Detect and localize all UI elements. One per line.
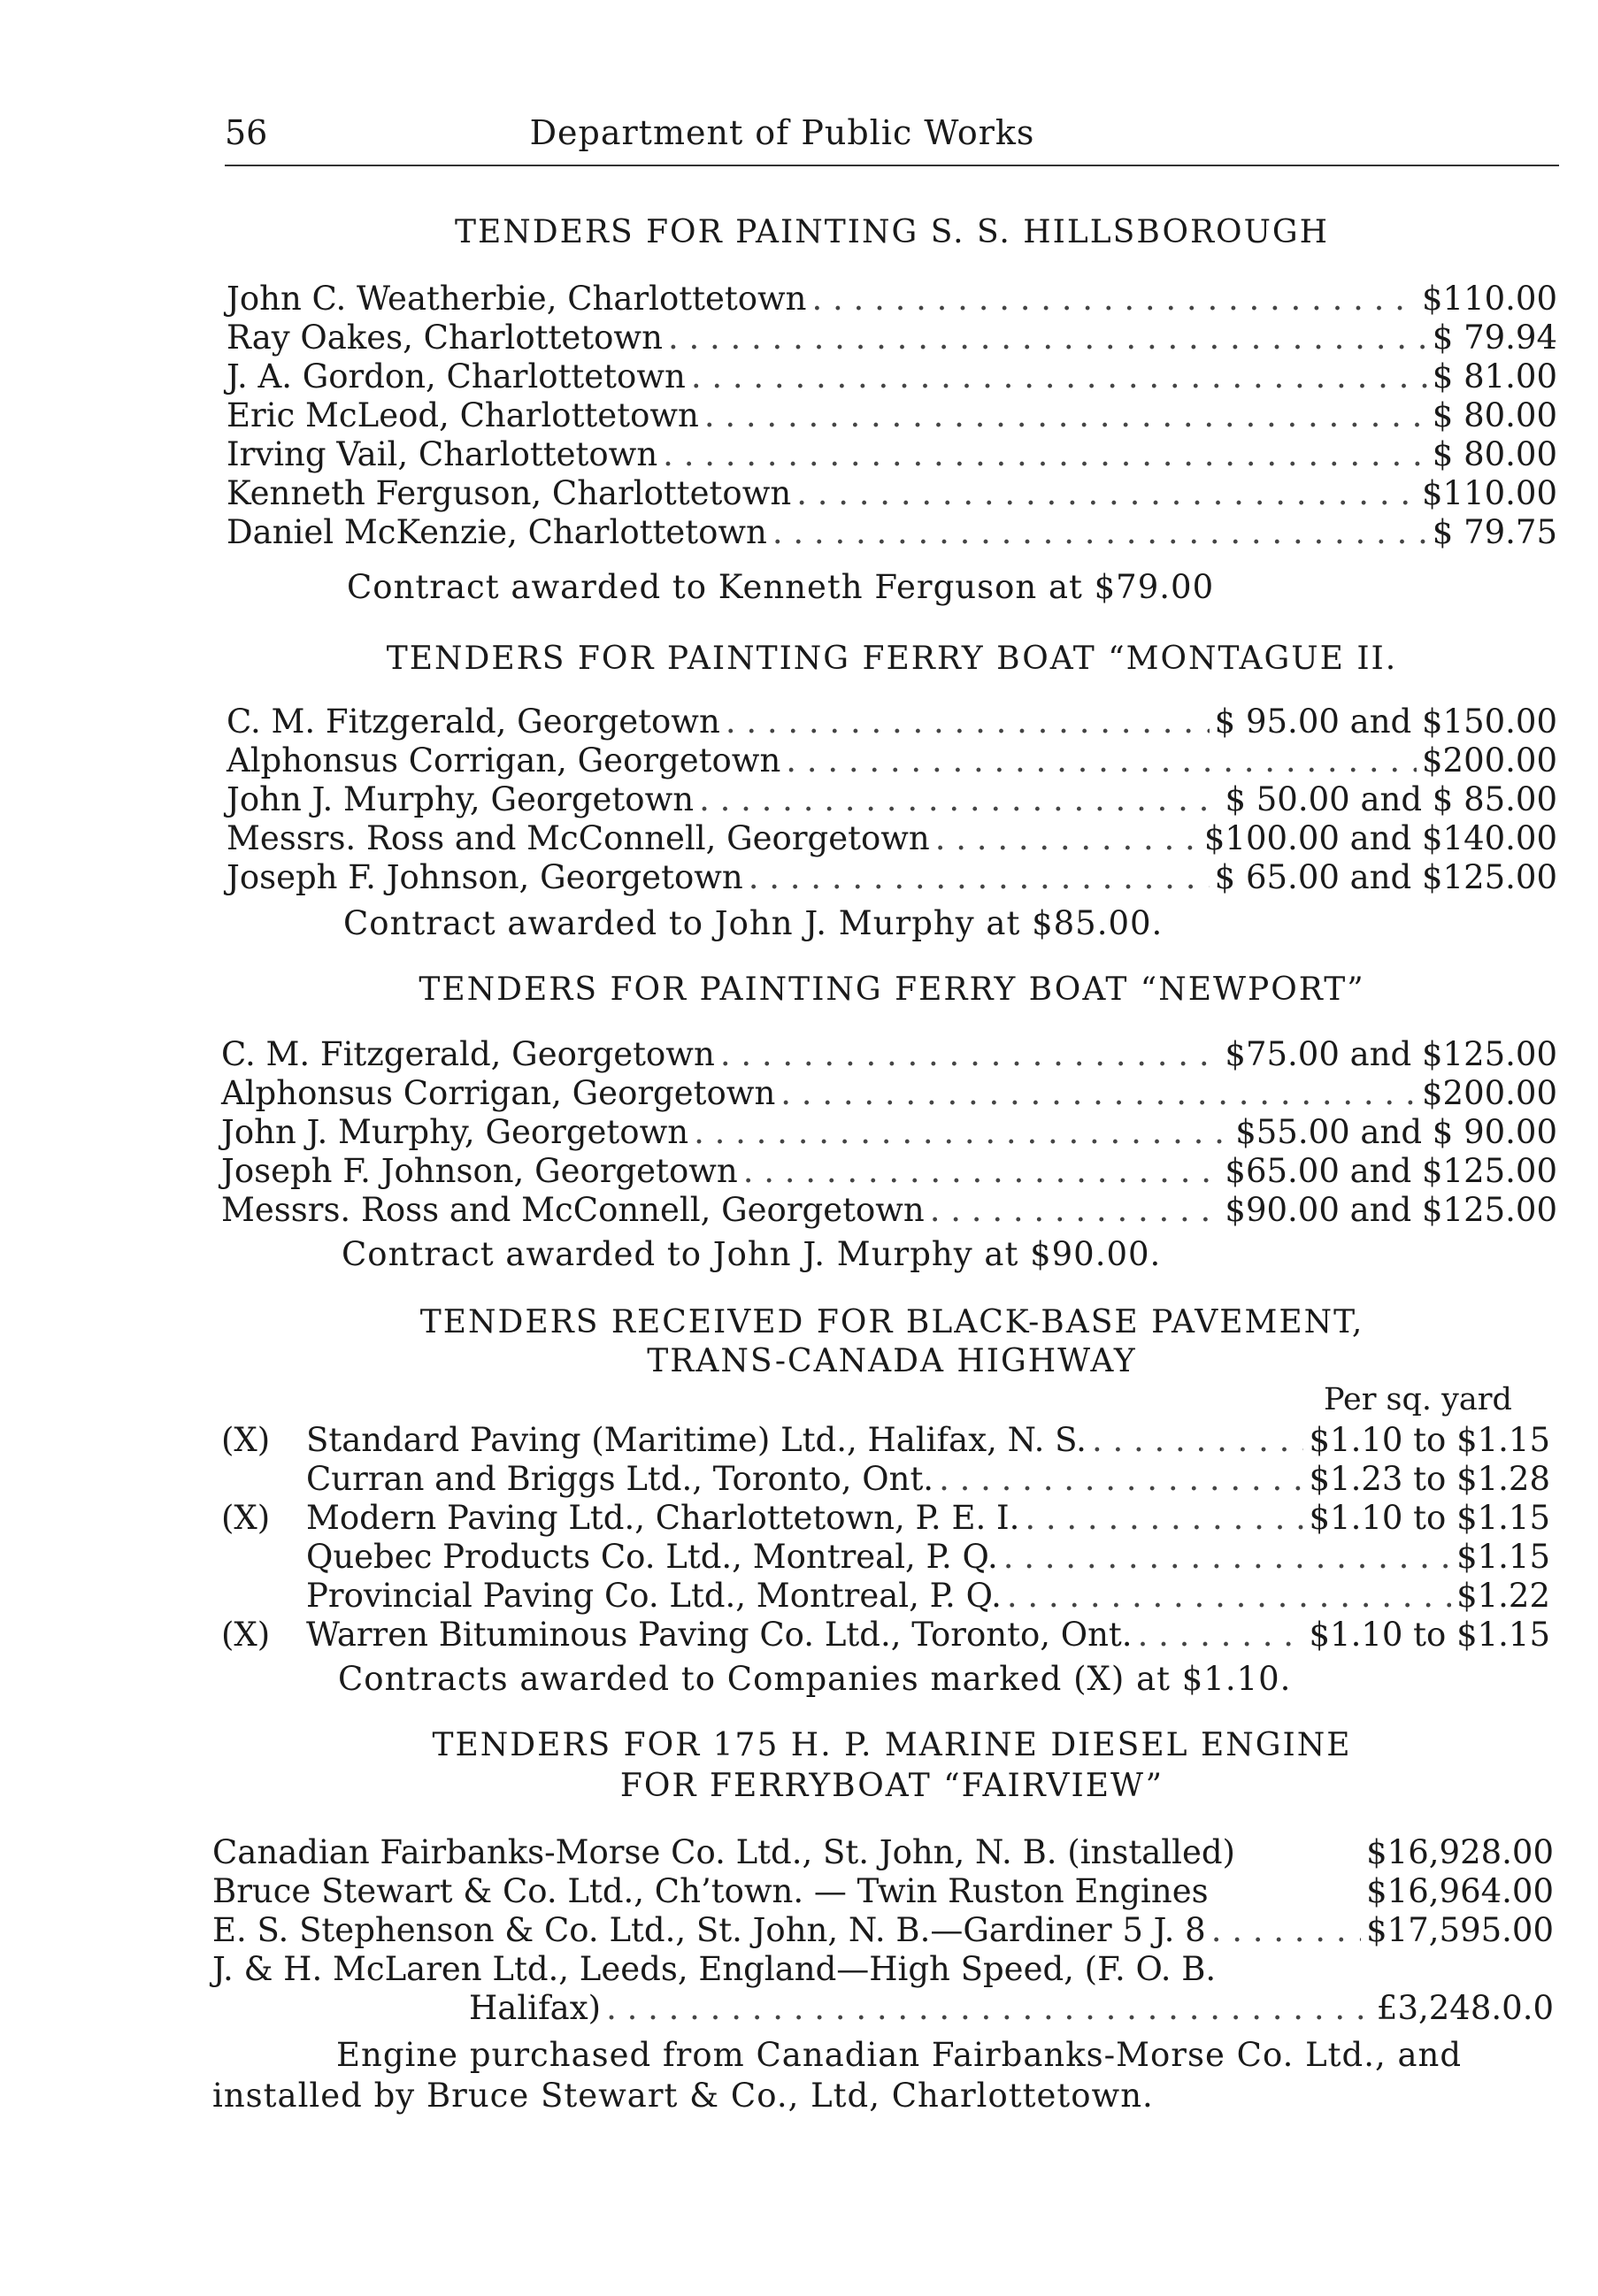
list-item: Alphonsus Corrigan, Georgetown . . . $200.00 bbox=[221, 1074, 1557, 1113]
list-item: Messrs. Ross and McConnell, Georgetown . . . $100.00 and $140.00 bbox=[227, 819, 1557, 858]
list-item: J. A. Gordon, Charlottetown . . . $ 81.00 bbox=[227, 357, 1557, 396]
list-item: Halifax) . . . £3,248.0.0 bbox=[469, 1989, 1554, 2028]
list-item: Daniel McKenzie, Charlottetown . . . $ 79.75 bbox=[227, 513, 1557, 552]
award-mark: (X) bbox=[221, 1616, 271, 1654]
list-item: Messrs. Ross and McConnell, Georgetown . . . $90.00 and $125.00 bbox=[221, 1191, 1557, 1230]
purchase-note: Engine purchased from Canadian Fairbanks-Morse Co. Ltd., and installed by Bruce Stewart & Co., Ltd, Charlottetown. bbox=[212, 2036, 1463, 2115]
list-item: Joseph F. Johnson, Georgetown . . . $65.00 and $125.00 bbox=[221, 1152, 1557, 1191]
list-item: Bruce Stewart & Co. Ltd., Ch’town. — Twin Ruston Engines $16,964.00 bbox=[212, 1872, 1554, 1910]
section-title-pavement-line1: TENDERS RECEIVED FOR BLACK-BASE PAVEMENT, bbox=[419, 1304, 1364, 1340]
list-item: Kenneth Ferguson, Charlottetown . . . $110.00 bbox=[227, 474, 1557, 513]
section-title-engine-line1: TENDERS FOR 175 H. P. MARINE DIESEL ENGINE bbox=[432, 1727, 1352, 1763]
list-item: John J. Murphy, Georgetown . . . $55.00 and $ 90.00 bbox=[221, 1113, 1557, 1152]
list-item: Canadian Fairbanks-Morse Co. Ltd., St. John, N. B. (installed) $16,928.00 bbox=[212, 1833, 1554, 1871]
section-title-montague: TENDERS FOR PAINTING FERRY BOAT “MONTAGUE II. bbox=[386, 641, 1398, 677]
list-item: Irving Vail, Charlottetown . . . $ 80.00 bbox=[227, 435, 1557, 474]
award-mark: (X) bbox=[221, 1499, 271, 1537]
section-title-pavement-line2: TRANS-CANADA HIGHWAY bbox=[647, 1343, 1137, 1379]
contract-note: Contract awarded to John J. Murphy at $85.00. bbox=[343, 904, 1164, 942]
page-number: 56 bbox=[225, 113, 268, 152]
section-title-hillsborough: TENDERS FOR PAINTING S. S. HILLSBOROUGH bbox=[454, 214, 1330, 250]
award-mark: (X) bbox=[221, 1421, 271, 1459]
list-item: Alphonsus Corrigan, Georgetown . . . $200.00 bbox=[227, 741, 1557, 780]
list-item: (X) Warren Bituminous Paving Co. Ltd., Toronto, Ont. . . . $1.10 to $1.15 bbox=[221, 1616, 1550, 1655]
list-item: C. M. Fitzgerald, Georgetown . . . $ 95.00 and $150.00 bbox=[227, 703, 1557, 741]
list-item: Joseph F. Johnson, Georgetown . . . $ 65.00 and $125.00 bbox=[227, 858, 1557, 897]
list-item: John C. Weatherbie, Charlottetown . . . $110.00 bbox=[227, 280, 1557, 319]
contract-note: Contracts awarded to Companies marked (X) at $1.10. bbox=[338, 1660, 1292, 1698]
list-item: Curran and Briggs Ltd., Toronto, Ont. . . . $1.23 to $1.28 bbox=[221, 1460, 1550, 1499]
list-item: Ray Oakes, Charlottetown . . . $ 79.94 bbox=[227, 319, 1557, 357]
list-item: (X) Modern Paving Ltd., Charlottetown, P. E. I. . . . $1.10 to $1.15 bbox=[221, 1499, 1550, 1538]
section-title-engine-line2: FOR FERRYBOAT “FAIRVIEW” bbox=[619, 1768, 1164, 1804]
list-item: (X) Standard Paving (Maritime) Ltd., Halifax, N. S. . . . $1.10 to $1.15 bbox=[221, 1421, 1550, 1460]
list-item: Provincial Paving Co. Ltd., Montreal, P. Q. . . . $1.22 bbox=[221, 1577, 1550, 1616]
list-item: Quebec Products Co. Ltd., Montreal, P. Q. . . . $1.15 bbox=[221, 1538, 1550, 1577]
contract-note: Contract awarded to Kenneth Ferguson at $79.00 bbox=[347, 568, 1215, 606]
list-item: Eric McLeod, Charlottetown . . . $ 80.00 bbox=[227, 396, 1557, 435]
list-item: C. M. Fitzgerald, Georgetown . . . $75.00 and $125.00 bbox=[221, 1035, 1557, 1074]
list-item: E. S. Stephenson & Co. Ltd., St. John, N. B.—Gardiner 5 J. 8 . . . $17,595.00 bbox=[212, 1911, 1554, 1950]
header-rule bbox=[225, 165, 1559, 166]
contract-note: Contract awarded to John J. Murphy at $90.00. bbox=[342, 1235, 1162, 1273]
unit-label: Per sq. yard bbox=[1324, 1382, 1512, 1417]
page-header bbox=[225, 113, 1559, 166]
section-title-newport: TENDERS FOR PAINTING FERRY BOAT “NEWPORT” bbox=[419, 971, 1365, 1008]
list-item: John J. Murphy, Georgetown . . . $ 50.00 and $ 85.00 bbox=[227, 780, 1557, 819]
running-head: Department of Public Works bbox=[529, 113, 1035, 152]
list-item: J. & H. McLaren Ltd., Leeds, England—High Speed, (F. O. B. bbox=[212, 1950, 1217, 1988]
